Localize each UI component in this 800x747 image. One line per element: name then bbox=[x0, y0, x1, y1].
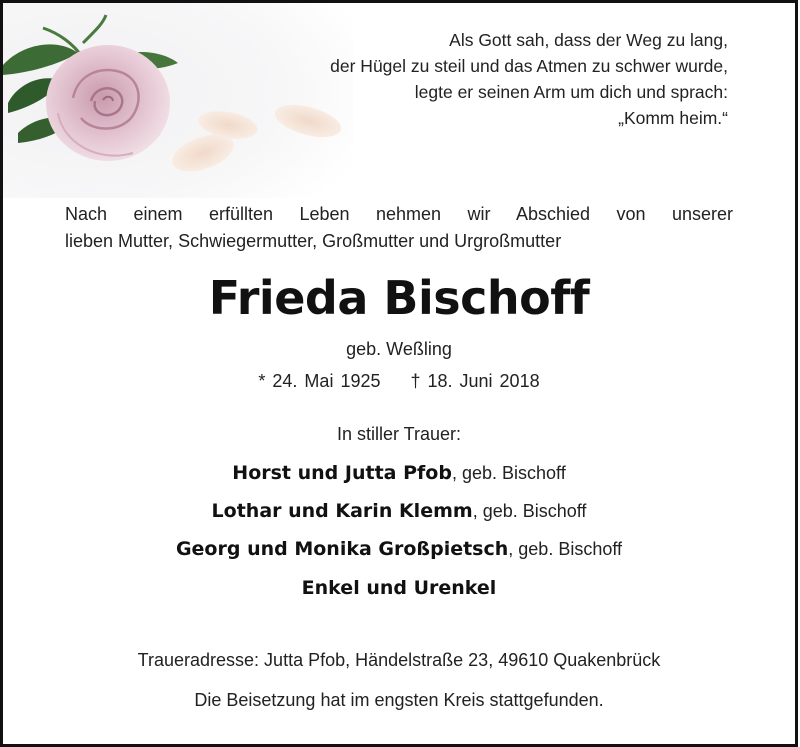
family-name: Enkel und Urenkel bbox=[301, 577, 497, 599]
family-suffix: , geb. Bischoff bbox=[472, 501, 587, 521]
family-suffix: , geb. Bischoff bbox=[451, 463, 566, 483]
family-name: Horst und Jutta Pfob bbox=[232, 462, 452, 484]
death-date: † 18. Juni 2018 bbox=[410, 371, 540, 391]
intro-line: Nach einem erfüllten Leben nehmen wir Abschied von unserer bbox=[65, 204, 733, 224]
family-name: Lothar und Karin Klemm bbox=[211, 500, 473, 522]
life-dates bbox=[3, 371, 795, 392]
deceased-name: Frieda Bischoff bbox=[208, 271, 590, 325]
mourning-address: Traueradresse: Jutta Pfob, Händelstraße 23, 49610 Quakenbrück bbox=[137, 650, 661, 670]
poem-line: Als Gott sah, dass der Weg zu lang, bbox=[449, 30, 728, 50]
family-member bbox=[3, 538, 795, 561]
intro-line: lieben Mutter, Schwiegermutter, Großmutter und Urgroßmutter bbox=[65, 231, 562, 251]
poem-line: legte er seinen Arm um dich und sprach: bbox=[414, 82, 728, 102]
poem bbox=[308, 27, 728, 131]
family-member bbox=[3, 500, 795, 523]
poem-line: „Komm heim.“ bbox=[618, 108, 728, 128]
maiden-name: geb. Weßling bbox=[346, 339, 452, 359]
rose-image bbox=[3, 3, 353, 198]
family-suffix: , geb. Bischoff bbox=[508, 539, 623, 559]
family-member bbox=[3, 577, 795, 600]
family-name: Georg und Monika Großpietsch bbox=[175, 538, 509, 560]
family-member bbox=[3, 462, 795, 485]
birth-date: * 24. Mai 1925 bbox=[258, 371, 381, 391]
intro-text bbox=[65, 201, 733, 255]
burial-note: Die Beisetzung hat im engsten Kreis stattgefunden. bbox=[194, 690, 604, 710]
mourning-heading: In stiller Trauer: bbox=[336, 424, 462, 444]
poem-line: der Hügel zu steil und das Atmen zu schwer wurde, bbox=[330, 56, 728, 76]
